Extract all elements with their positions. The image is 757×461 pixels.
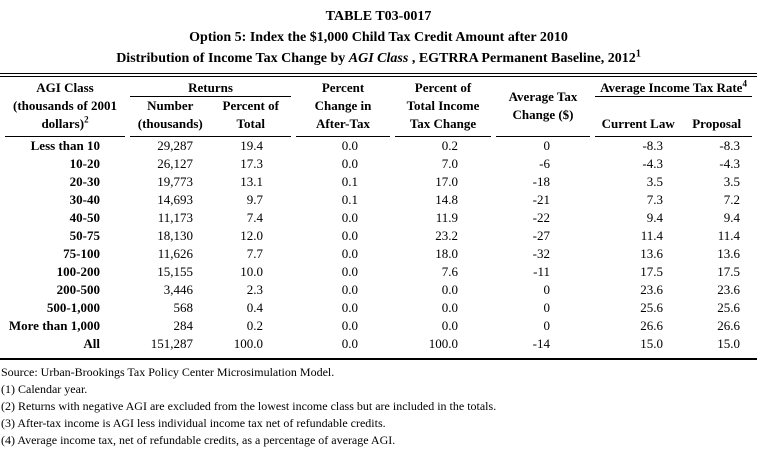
avg-tax-change-cell: -14 [532, 336, 550, 351]
table-row [5, 281, 752, 299]
pct-total-income-cell: 23.2 [435, 228, 458, 243]
avg-tax-change-cell: 0 [543, 138, 550, 153]
pct-change-after-tax-cell: 0.0 [341, 264, 358, 279]
proposal-rate-cell: 9.4 [723, 210, 740, 225]
pct-change-after-tax-cell: 0.0 [341, 300, 358, 315]
header-current-law: Current Law [601, 116, 675, 131]
agi-header-line2: (thousands of 2001 [12, 98, 118, 113]
distribution-title [0, 48, 757, 69]
current-law-rate-cell: 11.4 [640, 228, 663, 243]
header-average-income-tax-rate-group [595, 77, 752, 137]
rate-group-title: Average Income Tax Rate$^4$ [595, 79, 752, 97]
avg-tax-change-cell: -11 [533, 264, 550, 279]
returns-percent-cell: 0.2 [246, 318, 263, 333]
agi-class-cell: 75-100 [63, 246, 100, 261]
avg-tax-change-cell: 0 [543, 282, 550, 297]
pct-change-after-tax-cell: 0.0 [341, 138, 358, 153]
current-law-rate-cell: 15.0 [640, 336, 663, 351]
proposal-rate-cell: -4.3 [719, 156, 740, 171]
pct-change-after-tax-cell: 0.0 [341, 156, 358, 171]
returns-number-cell: 15,155 [157, 264, 193, 279]
avg-tax-change-cell: -6 [539, 156, 550, 171]
proposal-rate-cell: 7.2 [723, 192, 740, 207]
distribution-table [0, 77, 757, 358]
current-law-rate-cell: 26.6 [640, 318, 663, 333]
pct-change-after-tax-cell: 0.0 [341, 228, 358, 243]
proposal-rate-cell: 15.0 [717, 336, 740, 351]
table-row [5, 317, 752, 335]
pct-change-after-tax-cell: 0.1 [341, 174, 358, 189]
footnotes-block [0, 360, 757, 449]
agi-class-cell: 100-200 [56, 264, 100, 279]
pct-total-income-cell: 11.9 [435, 210, 458, 225]
agi-class-cell: All [83, 336, 100, 351]
current-law-rate-cell: 13.6 [640, 246, 663, 261]
pct-total-income-cell: 0.0 [441, 318, 458, 333]
returns-percent-cell: 2.3 [246, 282, 263, 297]
header-percent-total-income-tax-change: Percent of Total Income Tax Change [395, 77, 491, 137]
title-suffix: , EGTRRA Permanent Baseline, 2012 [411, 51, 636, 66]
pct-total-income-cell: 100.0 [428, 336, 458, 351]
pct-change-after-tax-cell: 0.0 [341, 336, 358, 351]
avg-tax-change-cell: 0 [543, 300, 550, 315]
returns-number-cell: 3,446 [163, 282, 193, 297]
footnote-line: (3) After-tax income is AGI less individual income tax net of refundable credits. [1, 416, 386, 430]
footnote-ref-1: 1 [635, 48, 641, 60]
agi-class-cell: Less than 10 [30, 138, 100, 153]
returns-number-cell: 11,173 [157, 210, 193, 225]
avg-tax-change-cell: -27 [532, 228, 550, 243]
footnote-line: Source: Urban-Brookings Tax Policy Center Microsimulation Model. [1, 365, 335, 379]
pct-change-after-tax-cell: 0.0 [341, 210, 358, 225]
title-prefix: Distribution of Income Tax Change by [116, 51, 349, 66]
table-row [5, 191, 752, 209]
proposal-rate-cell: 17.5 [717, 264, 740, 279]
header-percent-change-after-tax: Percent Change in After-Tax [296, 77, 390, 137]
footnote-line: (1) Calendar year. [1, 382, 88, 396]
current-law-rate-cell: -4.3 [642, 156, 663, 171]
returns-percent-cell: 12.0 [240, 228, 263, 243]
avg-tax-change-cell: 0 [543, 318, 550, 333]
current-law-rate-cell: -8.3 [642, 138, 663, 153]
pct-total-income-cell: 7.0 [441, 156, 458, 171]
current-law-rate-cell: 3.5 [646, 174, 663, 189]
pct-total-income-cell: 0.2 [441, 138, 458, 153]
footnote-line: (2) Returns with negative AGI are excluded from the lowest income class but are included in the totals. [1, 399, 497, 413]
returns-number-cell: 18,130 [157, 228, 193, 243]
returns-number-cell: 284 [173, 318, 193, 333]
returns-number-cell: 26,127 [157, 156, 193, 171]
current-law-rate-cell: 17.5 [640, 264, 663, 279]
returns-number-cell: 151,287 [150, 336, 193, 351]
returns-percent-cell: 13.1 [240, 174, 263, 189]
proposal-rate-cell: 26.6 [717, 318, 740, 333]
agi-class-cell: 50-75 [69, 228, 100, 243]
footnote-line: (4) Average income tax, net of refundable credits, as a percentage of average AGI. [1, 433, 396, 447]
agi-class-cell: 30-40 [69, 192, 100, 207]
returns-number-cell: 14,693 [157, 192, 193, 207]
agi-header-line3: dollars)$^2$ [41, 114, 89, 131]
table-title-block [0, 0, 757, 69]
returns-number-cell: 11,626 [157, 246, 193, 261]
header-returns-percent: Percent of Total [222, 98, 279, 131]
returns-group-title: Returns [130, 79, 291, 97]
returns-percent-cell: 10.0 [240, 264, 263, 279]
proposal-rate-cell: 11.4 [717, 228, 740, 243]
pct-total-income-cell: 14.8 [435, 192, 458, 207]
table-row [5, 155, 752, 173]
table-row [5, 299, 752, 317]
returns-percent-cell: 100.0 [233, 336, 263, 351]
returns-percent-cell: 7.7 [246, 246, 263, 261]
proposal-rate-cell: 23.6 [717, 282, 740, 297]
agi-class-cell: 200-500 [56, 282, 100, 297]
returns-percent-cell: 0.4 [246, 300, 263, 315]
table-number-title: TABLE T03-0017 [325, 9, 432, 24]
agi-class-cell: 40-50 [69, 210, 100, 225]
table-row [5, 173, 752, 191]
header-row [5, 77, 752, 137]
agi-class-cell: More than 1,000 [8, 318, 100, 333]
current-law-rate-cell: 7.3 [646, 192, 663, 207]
header-agi-class [5, 77, 125, 137]
avg-tax-change-cell: -32 [532, 246, 550, 261]
header-proposal: Proposal [692, 116, 742, 131]
option-title: Option 5: Index the $1,000 Child Tax Credit Amount after 2010 [189, 30, 568, 45]
proposal-rate-cell: 25.6 [717, 300, 740, 315]
pct-total-income-cell: 7.6 [441, 264, 458, 279]
table-row [5, 335, 752, 358]
proposal-rate-cell: 13.6 [717, 246, 740, 261]
returns-number-cell: 568 [173, 300, 193, 315]
table-row [5, 227, 752, 245]
header-returns-group [130, 77, 291, 137]
proposal-rate-cell: -8.3 [719, 138, 740, 153]
table-header [5, 77, 752, 137]
pct-change-after-tax-cell: 0.0 [341, 246, 358, 261]
title-agi-class-italic: AGI Class [348, 51, 412, 66]
footnote-ref-4: 4 [742, 78, 747, 89]
current-law-rate-cell: 9.4 [646, 210, 663, 225]
avg-tax-change-cell: -22 [532, 210, 550, 225]
table-row [5, 245, 752, 263]
header-returns-number: Number (thousands) [137, 98, 203, 131]
avg-tax-change-cell: -21 [532, 192, 550, 207]
pct-change-after-tax-cell: 0.1 [341, 192, 358, 207]
returns-percent-cell: 17.3 [240, 156, 263, 171]
agi-class-cell: 10-20 [69, 156, 100, 171]
header-average-tax-change: Average Tax Change ($) [496, 77, 590, 137]
table-body [5, 137, 752, 358]
avg-tax-change-cell: -18 [532, 174, 550, 189]
returns-percent-cell: 7.4 [246, 210, 263, 225]
pct-total-income-cell: 18.0 [435, 246, 458, 261]
returns-percent-cell: 9.7 [246, 192, 263, 207]
pct-total-income-cell: 0.0 [441, 300, 458, 315]
pct-total-income-cell: 0.0 [441, 282, 458, 297]
table-row [5, 137, 752, 155]
returns-percent-cell: 19.4 [240, 138, 263, 153]
agi-class-cell: 20-30 [69, 174, 100, 189]
returns-number-cell: 19,773 [157, 174, 193, 189]
pct-total-income-cell: 17.0 [435, 174, 458, 189]
proposal-rate-cell: 3.5 [723, 174, 740, 189]
table-row [5, 263, 752, 281]
current-law-rate-cell: 23.6 [640, 282, 663, 297]
agi-class-cell: 500-1,000 [46, 300, 100, 315]
pct-change-after-tax-cell: 0.0 [341, 318, 358, 333]
footnote-ref-2: 2 [84, 114, 89, 125]
table-row [5, 209, 752, 227]
returns-number-cell: 29,287 [157, 138, 193, 153]
pct-change-after-tax-cell: 0.0 [341, 282, 358, 297]
agi-header-line1: AGI Class [36, 80, 94, 95]
current-law-rate-cell: 25.6 [640, 300, 663, 315]
